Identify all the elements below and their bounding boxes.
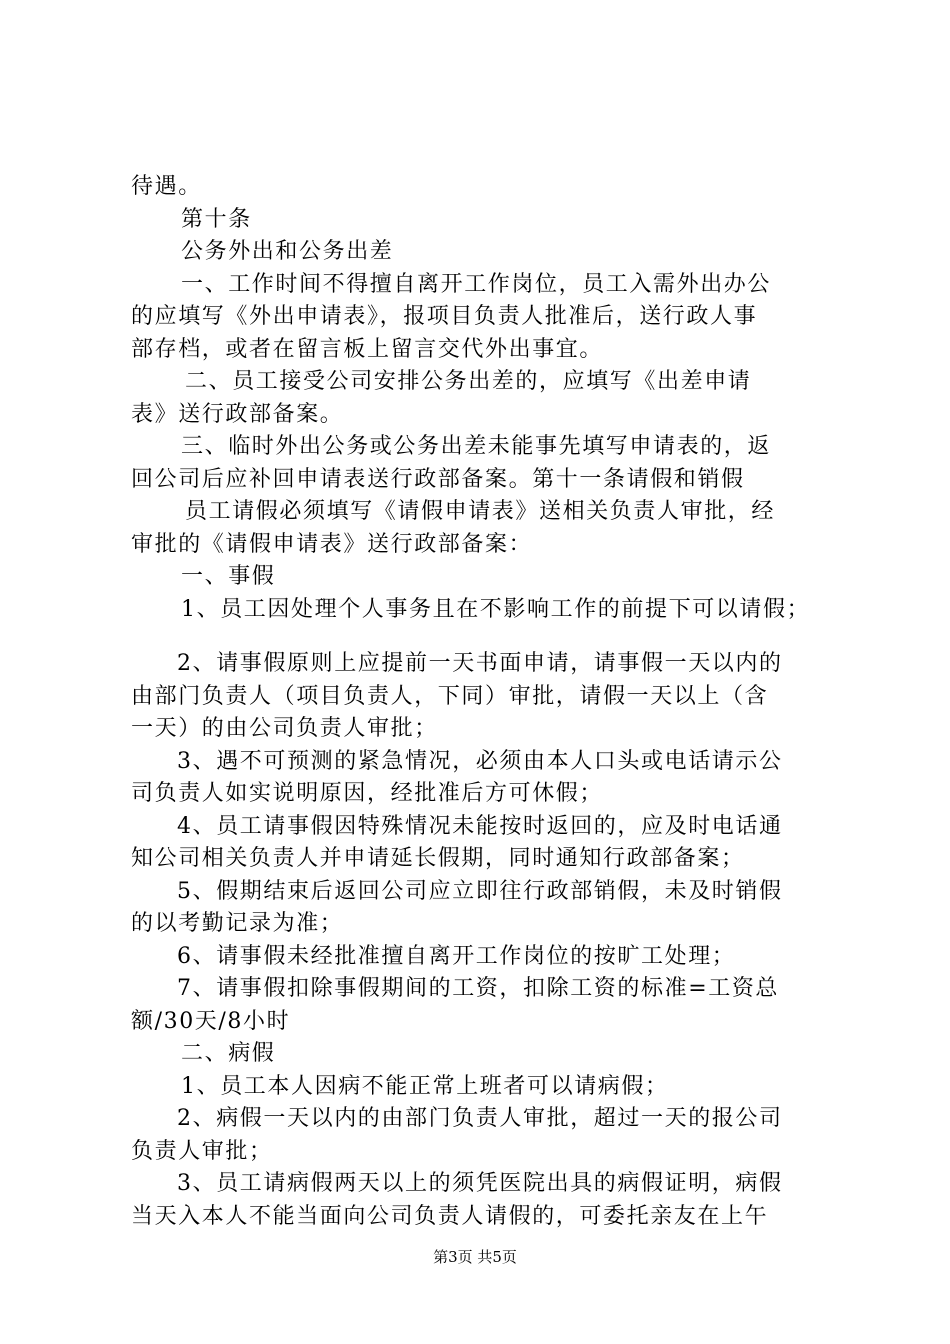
text-line: 1、员工因处理个人事务且在不影响工作的前提下可以请假；: [181, 597, 811, 622]
text-line: 由部门负责人（项目负责人，下同）审批，请假一天以上（含: [131, 684, 769, 709]
text-line: 司负责人如实说明原因，经批准后方可休假；: [131, 781, 604, 806]
text-line: 2、请事假原则上应提前一天书面申请，请事假一天以内的: [177, 651, 783, 676]
text-line: 当天入本人不能当面向公司负责人请假的，可委托亲友在上午: [131, 1204, 769, 1229]
text-line: 三、临时外出公务或公务出差未能事先填写申请表的，返: [181, 434, 772, 459]
text-line: 3、遇不可预测的紧急情况，必须由本人口头或电话请示公: [177, 749, 783, 774]
text-line: 5、假期结束后返回公司应立即往行政部销假，未及时销假: [177, 879, 783, 904]
text-line: 知公司相关负责人并申请延长假期，同时通知行政部备案；: [131, 846, 745, 871]
text-line: 4、员工请事假因特殊情况未能按时返回的，应及时电话通: [177, 814, 783, 839]
text-line: 7、请事假扣除事假期间的工资，扣除工资的标准=工资总: [177, 976, 780, 1001]
text-line: 额/30天/8小时: [131, 1009, 291, 1034]
text-line: 待遇。: [131, 174, 202, 199]
page-number-footer: 第3页 共5页: [433, 1248, 517, 1266]
text-line: 二、员工接受公司安排公务出差的，应填写《出差申请: [185, 369, 752, 394]
text-line: 2、病假一天以内的由部门负责人审批，超过一天的报公司: [177, 1106, 783, 1131]
article-heading: 第十条: [181, 207, 252, 232]
section-title: 公务外出和公务出差: [181, 239, 394, 264]
text-line: 一天）的由公司负责人审批；: [131, 716, 438, 741]
text-line: 3、员工请病假两天以上的须凭医院出具的病假证明，病假: [177, 1171, 783, 1196]
subsection-title: 二、病假: [181, 1041, 276, 1066]
text-line: 回公司后应补回申请表送行政部备案。第十一条请假和销假: [131, 467, 745, 492]
text-line: 的以考勤记录为准；: [131, 911, 344, 936]
text-line: 审批的《请假申请表》送行政部备案：: [131, 532, 533, 557]
text-line: 部存档，或者在留言板上留言交代外出事宜。: [131, 337, 604, 362]
text-line: 的应填写《外出申请表》，报项目负责人批准后，送行政人事: [131, 304, 758, 329]
subsection-title: 一、事假: [181, 564, 276, 589]
text-line: 1、员工本人因病不能正常上班者可以请病假；: [181, 1074, 669, 1099]
text-line: 员工请假必须填写《请假申请表》送相关负责人审批，经: [185, 499, 776, 524]
text-line: 一、工作时间不得擅自离开工作岗位，员工入需外出办公: [181, 272, 772, 297]
text-line: 表》送行政部备案。: [131, 402, 344, 427]
text-line: 负责人审批；: [131, 1139, 273, 1164]
text-line: 6、请事假未经批准擅自离开工作岗位的按旷工处理；: [177, 944, 736, 969]
